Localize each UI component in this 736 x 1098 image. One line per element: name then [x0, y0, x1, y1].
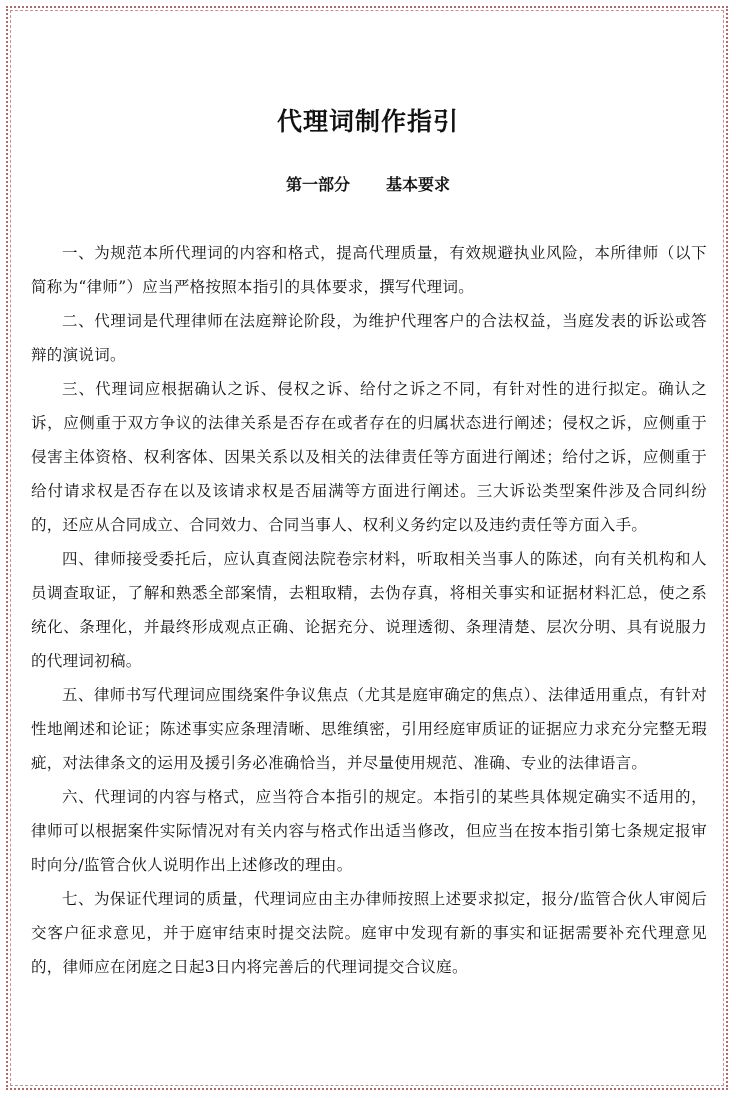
section-part-label: 第一部分 — [285, 175, 350, 194]
paragraph-1: 一、为规范本所代理词的内容和格式，提高代理质量，有效规避执业风险，本所律师（以下简称为“律师”）应当严格按照本指引的具体要求，撰写代理词。 — [31, 244, 707, 296]
document-title: 代理词制作指引 — [276, 107, 459, 136]
paragraph-2: 二、代理词是代理律师在法庭辩论阶段，为维护代理客户的合法权益，当庭发表的诉讼或答辩的演说词。 — [31, 312, 707, 364]
paragraph-4: 四、律师接受委托后，应认真查阅法院卷宗材料，听取相关当事人的陈述，向有关机构和人员调查取证，了解和熟悉全部案情，去粗取精，去伪存真，将相关事实和证据材料汇总，使之系统化、条理化，并最终形成观点正确、论据充分、说理透彻、条理清楚、层次分明、具有说服力的代理词初稿。 — [31, 550, 707, 670]
section-heading — [0, 172, 736, 195]
section-name-label: 基本要求 — [386, 175, 451, 194]
paragraph-5: 五、律师书写代理词应围绕案件争议焦点（尤其是庭审确定的焦点）、法律适用重点，有针对性地阐述和论证；陈述事实应条理清晰、思维缜密，引用经庭审质证的证据应力求充分完整无瑕疵，对法律条文的运用及援引务必准确恰当，并尽量使用规范、准确、专业的法律语言。 — [31, 686, 707, 772]
paragraph-3: 三、代理词应根据确认之诉、侵权之诉、给付之诉之不同，有针对性的进行拟定。确认之诉，应侧重于双方争议的法律关系是否存在或者存在的归属状态进行阐述；侵权之诉，应侧重于侵害主体资格、权利客体、因果关系以及相关的法律责任等方面进行阐述；给付之诉，应侧重于给付请求权是否存在以及该请求权是否届满等方面进行阐述。三大诉讼类型案件涉及合同纠纷的，还应从合同成立、合同效力、合同当事人、权利义务约定以及违约责任等方面入手。 — [31, 380, 707, 534]
document-body — [31, 236, 707, 984]
paragraph-6: 六、代理词的内容与格式，应当符合本指引的规定。本指引的某些具体规定确实不适用的，律师可以根据案件实际情况对有关内容与格式作出适当修改，但应当在按本指引第七条规定报审时向分/监管合伙人说明作出上述修改的理由。 — [31, 788, 707, 874]
paragraph-7: 七、为保证代理词的质量，代理词应由主办律师按照上述要求拟定，报分/监管合伙人审阅后交客户征求意见，并于庭审结束时提交法院。庭审中发现有新的事实和证据需要补充代理意见的，律师应在闭庭之日起3日内将完善后的代理词提交合议庭。 — [31, 890, 707, 976]
